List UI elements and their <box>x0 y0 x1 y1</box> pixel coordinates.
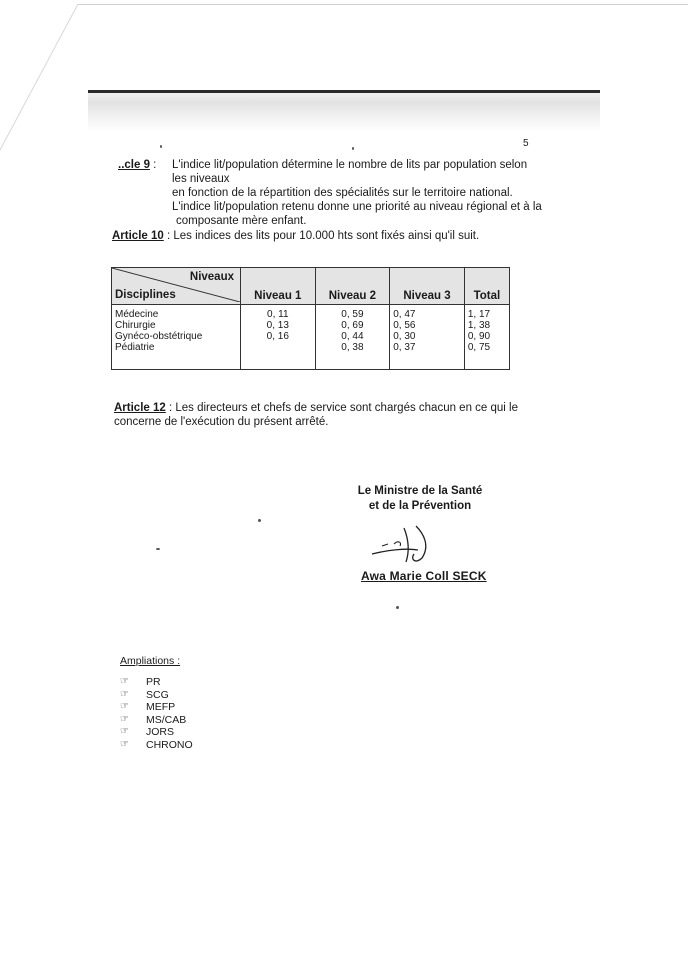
list-item: ☞ JORS <box>120 726 175 738</box>
article-9-line: L'indice lit/population détermine le nombre de lits par population selon les niveaux <box>172 159 528 185</box>
article-10-label: Article 10 <box>112 230 164 242</box>
article-10 <box>112 229 479 243</box>
article-12-label: Article 12 <box>114 402 166 414</box>
discipline-name: Pédiatrie <box>115 342 155 353</box>
column-header-niveau-1: Niveau 1 <box>241 268 316 305</box>
discipline-name: Gynéco-obstétrique <box>115 331 203 342</box>
list-item: ☞ CHRONO <box>120 738 193 751</box>
table-cell: 1, 17 <box>467 309 491 320</box>
signatory-title-line: et de la Prévention <box>368 500 472 512</box>
pointing-hand-icon: ☞ <box>120 676 129 687</box>
niveau-2-column <box>315 305 390 370</box>
ampliations-title: Ampliations : <box>120 655 181 667</box>
page-top-edge <box>78 4 688 5</box>
column-header-niveau-2: Niveau 2 <box>315 268 390 305</box>
table-cell: 0, 44 <box>341 331 364 342</box>
column-header-niveau-3: Niveau 3 <box>390 268 465 305</box>
scan-speck <box>156 548 160 550</box>
list-item: ☞ MEFP <box>120 701 176 713</box>
list-item: ☞ SCG <box>120 688 169 701</box>
signatory-name: Awa Marie Coll SECK <box>361 569 487 583</box>
article-9-label: ..cle 9 : <box>118 159 157 171</box>
article-9-line: L'indice lit/population retenu donne une priorité au niveau régional et à la <box>172 201 542 213</box>
table-cell: 0, 38 <box>341 342 364 353</box>
niveaux-header: Niveaux <box>189 271 234 283</box>
column-header-total: Total <box>464 268 509 305</box>
article-9-line: en fonction de la répartition des spécialités sur le territoire national. <box>172 187 513 199</box>
signatory-title <box>355 484 485 514</box>
table-cell: 0, 30 <box>393 331 416 342</box>
ampliations-list <box>120 676 193 751</box>
pointing-hand-icon: ☞ <box>120 701 129 712</box>
table-cell: 0, 13 <box>266 320 289 331</box>
beds-index-table <box>111 267 510 370</box>
disciplines-column <box>112 305 241 370</box>
page-fold-edge <box>0 0 80 956</box>
table-cell: 0, 59 <box>341 309 364 320</box>
pointing-hand-icon: ☞ <box>120 726 129 737</box>
article-9-text <box>172 158 542 228</box>
table-cell: 0, 69 <box>341 320 364 331</box>
list-item: ☞ MS/CAB <box>120 713 187 726</box>
niveau-3-column <box>390 305 465 370</box>
table-corner-header <box>112 268 241 305</box>
table-cell: 1, 38 <box>467 320 491 331</box>
article-9-line: composante mère enfant. <box>176 215 307 227</box>
total-column <box>464 305 509 370</box>
discipline-name: Chirurgie <box>115 320 156 331</box>
table-cell: 0, 37 <box>393 342 416 353</box>
table-cell: 0, 47 <box>393 309 416 320</box>
scan-noise-band <box>88 90 600 132</box>
scan-speck <box>160 145 162 148</box>
scan-speck <box>258 519 261 522</box>
pointing-hand-icon: ☞ <box>120 688 129 700</box>
article-10-text: : Les indices des lits pour 10.000 hts sont fixés ainsi qu'il suit. <box>163 230 480 242</box>
scan-top-border <box>88 90 600 93</box>
table-cell: 0, 11 <box>267 309 289 320</box>
niveau-1-column <box>241 305 316 370</box>
pointing-hand-icon: ☞ <box>120 713 129 725</box>
list-item: ☞ PR <box>120 676 161 688</box>
pointing-hand-icon: ☞ <box>120 738 129 750</box>
table-cell: 0, 75 <box>467 342 491 353</box>
table-cell: 0, 16 <box>266 331 289 342</box>
signatory-title-line: Le Ministre de la Santé <box>357 485 483 497</box>
table-cell: 0, 90 <box>467 331 491 342</box>
discipline-name: Médecine <box>115 309 159 320</box>
disciplines-header: Disciplines <box>115 289 176 301</box>
article-12 <box>114 401 534 429</box>
scan-speck <box>396 606 399 609</box>
table-cell: 0, 56 <box>393 320 416 331</box>
handwritten-signature <box>358 520 468 570</box>
scan-speck <box>352 147 354 150</box>
article-12-text: : Les directeurs et chefs de service sont chargés chacun en ce qui le concerne de l'exécution du présent arrêté. <box>114 402 519 428</box>
page-number: 5 <box>523 138 529 149</box>
